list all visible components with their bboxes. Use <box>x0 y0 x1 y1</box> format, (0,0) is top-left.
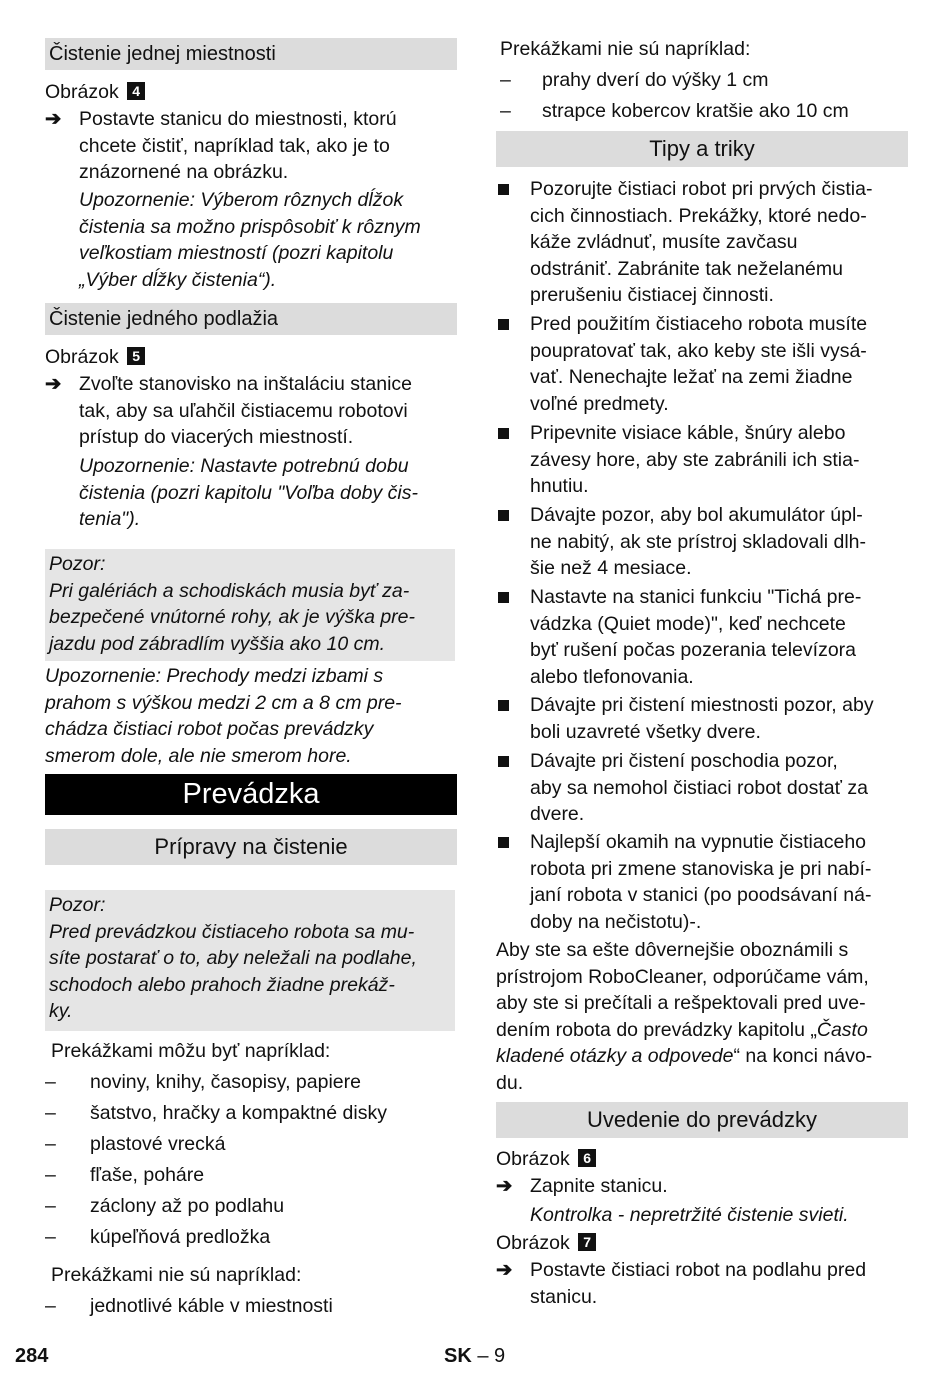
non-obstacles-intro-right <box>500 36 750 63</box>
non-obstacles-list-left <box>45 1293 465 1324</box>
text-line: Dávajte pozor, aby bol akumulátor úpl- <box>530 504 863 526</box>
non-obstacles-list-right <box>500 67 920 129</box>
text-line <box>496 1043 916 1070</box>
text-line: cich činnostiach. Prekážky, ktoré nedo- <box>530 204 867 227</box>
section-heading-text: Čistenie jednej miestnosti <box>49 43 276 65</box>
text-line: vádzka (Quiet mode)", keď nechcete <box>530 612 846 635</box>
figure-label: Obrázok <box>45 81 119 103</box>
text-line: voľné predmety. <box>530 392 669 415</box>
step-place-station <box>45 106 465 186</box>
list-item-text: záclony až po podlahu <box>90 1195 285 1217</box>
text-line: Dávajte pri čistení poschodia pozor, <box>530 750 838 772</box>
figure-number-box: 7 <box>578 1233 596 1251</box>
text-line: bezpečené vnútorné rohy, ak je výška pre- <box>49 606 416 628</box>
text-line: boli uzavreté všetky dvere. <box>530 720 761 743</box>
list-item <box>45 1131 465 1162</box>
text-line: Postavte čistiaci robot na podlahu pred <box>530 1259 867 1281</box>
figure-number-box: 6 <box>578 1149 596 1167</box>
text-line: robota pri zmene stanoviska je pri nabí- <box>530 857 872 880</box>
text-line: Upozornenie: Výberom rôznych dĺžok <box>79 189 404 211</box>
text-line: čistenia (pozri kapitolu "Voľba doby čis- <box>79 481 419 504</box>
text-line: tenia"). <box>79 508 141 530</box>
figure-label: Obrázok <box>45 346 119 368</box>
list-item <box>45 1100 465 1131</box>
text-line: ne nabitý, ak ste prístroj skladovali dlh- <box>530 530 866 553</box>
figure-label: Obrázok <box>496 1232 570 1254</box>
list-item <box>500 67 920 98</box>
note-cleaning-time <box>79 453 469 533</box>
arrow-right-icon: ➔ <box>45 108 62 130</box>
text-line: Pozorujte čistiaci robot pri prvých čistia- <box>530 178 873 200</box>
text-line: Nastavte na stanici funkciu "Tichá pre- <box>530 586 862 608</box>
section-heading-preparation <box>45 829 457 865</box>
section-heading-text: Uvedenie do prevádzky <box>587 1107 817 1132</box>
arrow-right-icon: ➔ <box>45 373 62 395</box>
text-line: chcete čistiť, napríklad tak, ako je to <box>79 134 390 157</box>
figure-ref-4 <box>45 79 145 106</box>
square-bullet-icon <box>498 510 509 521</box>
obstacles-list <box>45 1069 465 1255</box>
text-line: odstrániť. Zabránite tak neželanému <box>530 257 843 280</box>
chapter-reference: kladené otázky a odpovede <box>496 1045 734 1067</box>
text-span: du. <box>496 1071 524 1094</box>
text-line <box>496 990 916 1017</box>
caution-label: Pozor: <box>49 894 106 916</box>
tip-item <box>496 748 916 828</box>
text-line: závesy hore, aby ste zabránili ich stia- <box>530 448 860 471</box>
arrow-right-icon: ➔ <box>496 1175 513 1197</box>
square-bullet-icon <box>498 592 509 603</box>
text-line: aby sa nemohol čistiaci robot dostať za <box>530 776 868 799</box>
list-item-text: šatstvo, hračky a kompaktné disky <box>90 1102 387 1124</box>
tip-item <box>496 420 916 500</box>
robocleaner-paragraph <box>496 937 916 1096</box>
text-line: prístup do viacerých miestností. <box>79 426 354 448</box>
text-line: stanicu. <box>530 1285 598 1308</box>
figure-ref-7 <box>496 1230 596 1257</box>
text-line: chádza čistiaci robot počas prevádzky <box>45 718 374 740</box>
figure-ref-5 <box>45 344 145 371</box>
text-line: Upozornenie: Nastavte potrebnú dobu <box>79 455 409 477</box>
caution-label: Pozor: <box>49 553 106 575</box>
text-line: ky. <box>49 1000 73 1022</box>
chapter-reference: Často <box>816 1018 868 1041</box>
figure-number-box: 4 <box>127 82 145 100</box>
text-line: poupratovať tak, ako keby ste išli vysá- <box>530 339 867 362</box>
tip-item <box>496 502 916 582</box>
text-line: Najlepší okamih na vypnutie čistiaceho <box>530 831 867 853</box>
square-bullet-icon <box>498 184 509 195</box>
step-choose-location <box>45 371 465 451</box>
section-heading-text: Čistenie jedného podlažia <box>49 308 279 330</box>
text-line <box>496 937 916 964</box>
text-line: šie než 4 mesiace. <box>530 557 692 579</box>
page-number-text: 284 <box>15 1345 49 1367</box>
figure-label: Obrázok <box>496 1148 570 1170</box>
step-place-robot <box>496 1257 916 1310</box>
square-bullet-icon <box>498 837 509 848</box>
text-line: byť rušení počas pozerania televízora <box>530 639 856 661</box>
text-line: jazdu pod zábradlím vyššia ako 10 cm. <box>49 632 385 655</box>
section-heading-one-floor <box>45 303 457 335</box>
text-span: Aby ste sa ešte dôvernejšie oboznámili s <box>496 939 849 961</box>
language-code: SK <box>444 1345 472 1367</box>
text-line: hnutiu. <box>530 475 589 497</box>
dash-bullet: – <box>45 1195 56 1217</box>
text-line: Pripevnite visiace káble, šnúry alebo <box>530 422 846 444</box>
text-line: káže zvládnuť, musíte zavčasu <box>530 231 798 253</box>
text-line: Pri galériách a schodiskách musia byť za- <box>49 579 410 602</box>
text-line: Pred prevádzkou čistiaceho robota sa mu- <box>49 920 415 943</box>
text-line: Postavte stanicu do miestnosti, ktorú <box>79 108 397 130</box>
text-line: čistenia sa možno prispôsobiť k rôznym <box>79 215 421 238</box>
text-line: prerušeniu čistiacej činnosti. <box>530 284 774 306</box>
text-line: schodoch alebo prahoch žiadne prekáž- <box>49 973 395 996</box>
dash-bullet: – <box>45 1295 56 1317</box>
text-line: vať. Nenechajte ležať na zemi žiadne <box>530 366 853 388</box>
text-span: aby ste si prečítali a rešpektovali pred uve- <box>496 992 866 1014</box>
list-item-text: plastové vrecká <box>90 1133 226 1155</box>
text-span: prístrojom RoboCleaner, odporúčame vám, <box>496 965 869 988</box>
caution-box-galleries <box>45 549 455 661</box>
note-room-size <box>79 187 469 293</box>
list-item <box>45 1193 465 1224</box>
figure-number-box: 5 <box>127 347 145 365</box>
section-heading-one-room <box>45 38 457 70</box>
list-item <box>45 1069 465 1100</box>
dash-bullet: – <box>45 1071 56 1093</box>
square-bullet-icon <box>498 756 509 767</box>
text-line: doby na nečistotu)-. <box>530 910 702 933</box>
page-number <box>15 1345 48 1368</box>
list-item-text: noviny, knihy, časopisy, papiere <box>90 1071 361 1093</box>
text-line: Pred použitím čistiaceho robota musíte <box>530 313 868 335</box>
tip-item <box>496 692 916 745</box>
figure-ref-6 <box>496 1146 596 1173</box>
text-span: dením robota do prevádzky kapitolu „ <box>496 1018 817 1041</box>
section-heading-text: Prípravy na čistenie <box>154 834 348 859</box>
text-line <box>496 964 916 991</box>
list-item-text: prahy dverí do výšky 1 cm <box>542 69 769 91</box>
dash-bullet: – <box>500 100 511 122</box>
list-item <box>500 98 920 129</box>
square-bullet-icon <box>498 700 509 711</box>
section-heading-text: Tipy a triky <box>649 136 755 161</box>
square-bullet-icon <box>498 319 509 330</box>
text-line: znázornené na obrázku. <box>79 161 289 183</box>
tip-item <box>496 176 916 309</box>
list-item <box>45 1224 465 1255</box>
chapter-title-text: Prevádzka <box>182 778 320 810</box>
text-line: alebo tlefonovania. <box>530 665 694 688</box>
indicator-note <box>530 1202 849 1229</box>
text-line: Zapnite stanicu. <box>530 1175 668 1197</box>
text-line: Kontrolka - nepretržité čistenie svieti. <box>530 1204 849 1226</box>
text-line: Prekážkami nie sú napríklad: <box>500 38 751 60</box>
text-line: Prekážkami nie sú napríklad: <box>51 1264 302 1286</box>
dash-bullet: – <box>45 1102 56 1124</box>
section-heading-tips <box>496 131 908 167</box>
caution-box-obstacles <box>45 890 455 1031</box>
text-line: dvere. <box>530 803 585 825</box>
language-page-ref <box>444 1345 505 1368</box>
text-line: Zvoľte stanovisko na inštaláciu stanice <box>79 373 413 395</box>
dash-bullet: – <box>45 1133 56 1155</box>
tip-item <box>496 311 916 417</box>
text-line: prahom s výškou medzi 2 cm a 8 cm pre- <box>45 691 402 714</box>
text-span: “ na konci návo- <box>733 1045 873 1067</box>
text-line: janí robota v stanici (po poodsávaní ná- <box>530 884 872 906</box>
text-line: Prekážkami môžu byť napríklad: <box>51 1040 331 1062</box>
dash-bullet: – <box>45 1164 56 1186</box>
text-line: Upozornenie: Prechody medzi izbami s <box>45 665 384 687</box>
tip-item <box>496 584 916 690</box>
obstacles-intro <box>51 1038 330 1065</box>
separator: – <box>477 1345 489 1367</box>
list-item <box>45 1293 465 1324</box>
text-line: veľkostiam miestností (pozri kapitolu <box>79 242 394 264</box>
tip-item <box>496 829 916 935</box>
arrow-right-icon: ➔ <box>496 1259 513 1281</box>
text-line: Dávajte pri čistení miestnosti pozor, aby <box>530 694 874 716</box>
dash-bullet: – <box>45 1226 56 1248</box>
square-bullet-icon <box>498 428 509 439</box>
list-item-text: kúpeľňová predložka <box>90 1226 271 1248</box>
text-line: smerom dole, ale nie smerom hore. <box>45 744 352 767</box>
text-line: tak, aby sa uľahčil čistiacemu robotovi <box>79 399 408 422</box>
list-item <box>45 1162 465 1193</box>
list-item-text: fľaše, poháre <box>90 1164 205 1186</box>
list-item-text: strapce kobercov kratšie ako 10 cm <box>542 100 849 122</box>
text-line: „Výber dĺžky čistenia“). <box>79 268 277 291</box>
dash-bullet: – <box>500 69 511 91</box>
section-page-number: 9 <box>494 1345 506 1367</box>
non-obstacles-intro-left <box>51 1262 301 1289</box>
list-item-text: jednotlivé káble v miestnosti <box>90 1295 333 1317</box>
section-heading-commissioning <box>496 1102 908 1138</box>
chapter-title-operation <box>45 774 457 815</box>
step-switch-on-station <box>496 1173 916 1200</box>
text-line <box>496 1070 916 1097</box>
text-line <box>496 1017 916 1044</box>
note-thresholds <box>45 663 465 769</box>
text-line: síte postarať o to, aby neležali na podlahe, <box>49 947 417 969</box>
